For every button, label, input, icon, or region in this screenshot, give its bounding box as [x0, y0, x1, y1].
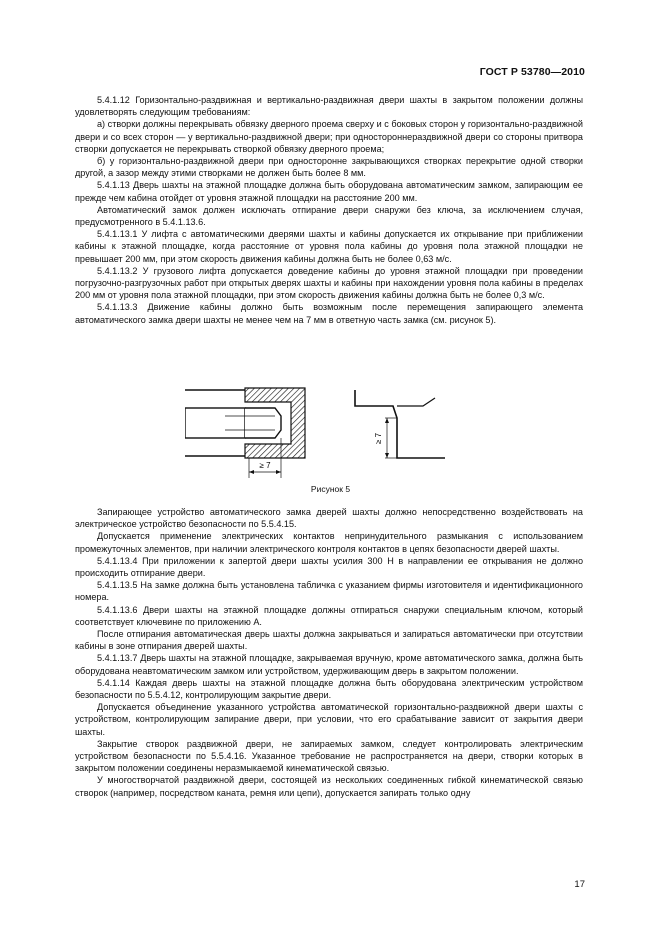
paragraph: 5.4.1.13.2 У грузового лифта допускается доведение кабины до уровня этажной площадки при проведении погрузочно-разгрузочных работ при открытых дверях шахты и кабины при нахождении уровня пола кабины в пределах 200 мм от уровня пола этажной площадки, при этом скорость движения кабины должна быть не более 0,3 м/с.: [75, 265, 583, 301]
paragraph: а) створки должны перекрывать обвязку дверного проема сверху и с боковых сторон у горизонтально-раздвижной двери и со всех сторон — у вертикально-раздвижной двери; при одностороннераздвижной двери со стороны притвора створки допускается не перекрывать створкой обвязку дверного проема;: [75, 119, 583, 154]
text-block-top: [75, 94, 583, 326]
document-id-header: ГОСТ Р 53780—2010: [479, 66, 585, 78]
text-block-bottom: [75, 506, 583, 799]
lock-engagement-drawing: [185, 378, 445, 478]
dimension-label-right: ≥ 7: [374, 432, 383, 444]
figure-5-lock-diagram: [185, 378, 445, 478]
paragraph: 5.4.1.13.5 На замке должна быть установлена табличка с указанием фирмы изготовителя и идентификационного номера.: [75, 580, 583, 603]
paragraph: 5.4.1.13.7 Дверь шахты на этажной площадке, закрываемая вручную, кроме автоматического замка, должна быть оборудована неавтоматическим замком или устройством, удерживающим дверь в закрытом положении.: [75, 653, 583, 676]
figure-caption: Рисунок 5: [310, 484, 351, 494]
dimension-label-left: ≥ 7: [259, 461, 271, 470]
paragraph: Допускается объединение указанного устройства автоматической горизонтально-раздвижной двери шахты с устройством, контролирующим запирание двери, при условии, что его срабатывание зависит от закрытия двери шахты.: [75, 702, 583, 737]
paragraph: Автоматический замок должен исключать отпирание двери снаружи без ключа, за исключением случая, предусмотренного в 5.4.1.13.6.: [75, 204, 583, 228]
paragraph: Закрытие створок раздвижной двери, не запираемых замком, следует контролировать электрическим устройством безопасности по 5.5.4.16. Указанное требование не распространяется на двери, створки которых в закрытом положении соединены неразмыкаемой кинематической связью.: [75, 738, 583, 774]
paragraph: Запирающее устройство автоматического замка дверей шахты должно непосредственно воздействовать на электрическое устройство безопасности по 5.5.4.15.: [75, 507, 583, 530]
right-profile-drawing: [355, 390, 445, 458]
paragraph: 5.4.1.14 Каждая дверь шахты на этажной площадке должна быть оборудована электрическим устройством безопасности по 5.5.4.12, контролирующим закрытие двери.: [75, 677, 583, 701]
paragraph: 5.4.1.12 Горизонтально-раздвижная и вертикально-раздвижная двери шахты в закрытом положении должны удовлетворять следующим требованиям:: [75, 95, 583, 118]
paragraph: После отпирания автоматическая дверь шахты должна закрываться и запираться автоматически при отсутствии кабины в зоне отпирания дверей шахты.: [75, 629, 583, 652]
left-lock-drawing: [185, 388, 305, 478]
paragraph: 5.4.1.13 Дверь шахты на этажной площадке должна быть оборудована автоматическим замком, запирающим ее прежде чем кабина отойдет от уровня этажной площадки на расстояние 200 мм.: [75, 180, 583, 203]
paragraph: б) у горизонтально-раздвижной двери при односторонне закрывающихся створках перекрытие одной створки другой, а зазор между этими створками не должен быть более 8 мм.: [75, 156, 583, 179]
paragraph: 5.4.1.13.3 Движение кабины должно быть возможным после перемещения запирающего элемента автоматического замка двери шахты не менее чем на 7 мм в ответную часть замка (см. рисунок 5).: [75, 302, 583, 325]
page-number: 17: [574, 879, 585, 890]
paragraph: 5.4.1.13.1 У лифта с автоматическими дверями шахты и кабины допускается их открывание при приближении кабины к этажной площадке, когда расстояние от уровня пола кабины до уровня пола этажной площадки не превышает 200 мм, при этом скорость движения кабины должна быть не более 0,63 м/с.: [75, 229, 583, 264]
paragraph: 5.4.1.13.6 Двери шахты на этажной площадке должны отпираться снаружи специальным ключом, который соответствует ключевине по приложению А.: [75, 604, 583, 627]
paragraph: У многостворчатой раздвижной двери, состоящей из нескольких соединенных гибкой кинематической связью створок (например, посредством каната, ремня или цепи), допускается запирать только одну: [75, 775, 583, 798]
paragraph: Допускается применение электрических контактов непринудительного размыкания с использованием промежуточных элементов, при наличии электрического контроля контактов в цепях безопасности дверей шахты.: [75, 531, 583, 554]
paragraph: 5.4.1.13.4 При приложении к запертой двери шахты усилия 300 Н в направлении ее открывания не должно происходить отпирание двери.: [75, 555, 583, 579]
